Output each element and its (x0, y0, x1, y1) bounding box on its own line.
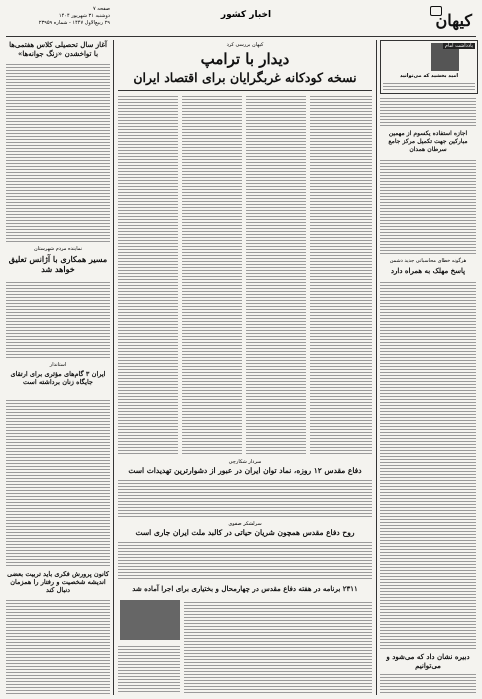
left-story1-title: آغاز سال تحصیلی کلاس هفتمی‌ها با تواخشدن «زنگ جوانه‌ها» (9, 40, 107, 58)
right-column-rule (376, 40, 377, 695)
banner3-body-2 (118, 644, 180, 694)
right-story2-title: پاسخ مهلک به همراه دارد (390, 266, 466, 275)
lead-col-c (182, 94, 242, 456)
lead-col-b (246, 94, 306, 456)
lead-headline-1: دیدار با ترامپ (200, 50, 290, 68)
right-story1-title: اجازه استفاده یکسوم از مهمین مبارکین جهت تکمیل مرکز جامع سرطان همدان (388, 130, 468, 153)
left-column (6, 40, 110, 695)
lead-headline-2: نسخه کودکانه غربگرایان برای اقتصاد ایران (133, 70, 357, 85)
left-story4-title: کانون پرورش فکری باید تربیت بعضی اندیشه شخصیت و رفتار را همزمان دنبال کند (7, 570, 109, 594)
banner-headline: دفاع مقدس ۱۲ روزه، نماد توان ایران در عبور از دشوارترین تهدیدات است (128, 466, 362, 475)
imam-box-caption: امید بخشید که می‌توانید (399, 73, 459, 79)
banner2-headline: روح دفاع مقدس همچون شریان حیاتی در کالبد ملت ایران جاری است (135, 528, 355, 537)
lead-col-d (118, 94, 178, 456)
left-story2-kicker: نماینده مردم شهرستان (33, 246, 83, 252)
right-column (380, 40, 476, 695)
banner-kicker: سردار شکارچی (228, 459, 262, 465)
right-text-3 (380, 280, 476, 650)
left-text-4 (6, 598, 110, 694)
imam-box (380, 40, 478, 94)
masthead (6, 4, 476, 37)
lead-col-a (310, 94, 372, 456)
news-photo (120, 600, 180, 640)
banner3-body (184, 600, 372, 694)
newspaper-logo: کیهان (432, 5, 472, 31)
left-text-1 (6, 62, 110, 242)
lead-rule (118, 90, 372, 91)
right-text-4 (380, 672, 476, 694)
lead-kicker: کیهان بررسی کرد (226, 42, 264, 48)
issue-meta: صفحه ۷ دوشنبه ۳۱ شهریور ۱۴۰۴ ۲۹ ربیع‌الاول ۱۴۴۷ - شماره ۲۳۹۵۹ (38, 6, 110, 26)
right-text-2 (380, 158, 476, 254)
imam-box-title: یادداشت امام (444, 43, 473, 49)
banner2-kicker: سرلشکر صفوی (228, 521, 262, 527)
left-text-3 (6, 398, 110, 566)
left-story3-kicker: استاندار (49, 362, 67, 368)
banner-body (118, 478, 372, 518)
right-story2-kicker: هرگونه خطای محاسباتی جدید دشمن (389, 258, 467, 264)
left-column-rule (113, 40, 114, 695)
left-story3-title: ایران ۳ گام‌های مؤثری برای ارتقای جایگاه زنان برداشته است (10, 370, 106, 386)
imam-box-text (383, 81, 475, 91)
banner3-headline: ۲۳۱۱ برنامه در هفته دفاع مقدس در چهارمحال و بختیاری برای اجرا آماده شد (132, 584, 358, 593)
left-story2-title: مسیر همکاری با آژانس تعلیق خواهد شد (8, 254, 108, 274)
section-name: اخبار کشور (220, 10, 272, 20)
right-story3-title: دبیره نشان داد که می‌شود و می‌توانیم (386, 652, 470, 670)
left-text-2 (6, 280, 110, 358)
right-text-1 (380, 96, 476, 126)
banner2-body (118, 540, 372, 580)
